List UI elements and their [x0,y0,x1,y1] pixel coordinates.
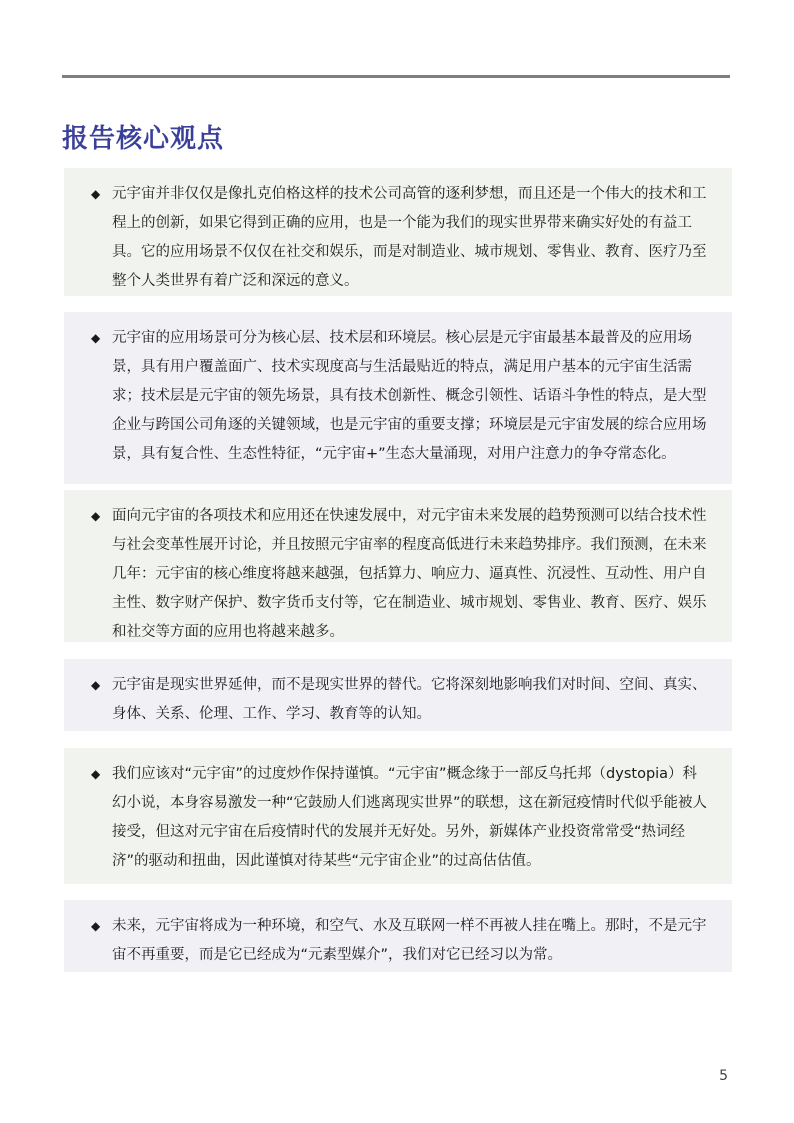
diamond-bullet-icon: ◆ [91,678,101,692]
key-point-3 [64,490,732,642]
key-point-6 [64,900,732,972]
page-title: 报告核心观点 [62,124,225,154]
key-point-text: 我们应该对“元宇宙”的过度炒作保持谨慎。“元宇宙”概念缘于一部反乌托邦（dystopia）科幻小说，本身容易激发一种“它鼓励人们逃离现实世界”的联想，这在新冠疫情时代似乎能被人接受，但这对元宇宙在后疫情时代的发展并无好处。另外，新媒体产业投资常常受“热词经济”的驱动和扭曲，因此谨慎对待某些“元宇宙企业”的过高估估值。 [112,766,708,869]
key-point-text: 未来，元宇宙将成为一种环境，和空气、水及互联网一样不再被人挂在嘴上。那时，不是元宇宙不再重要，而是它已经成为“元素型媒介”，我们对它已经习以为常。 [112,918,707,963]
top-divider [62,75,730,78]
key-point-text: 面向元宇宙的各项技术和应用还在快速发展中，对元宇宙未来发展的趋势预测可以结合技术性与社会变革性展开讨论，并且按照元宇宙率的程度高低进行未来趋势排序。我们预测，在未来几年：元宇宙的核心维度将越来越强，包括算力、响应力、逼真性、沉浸性、互动性、用户自主性、数字财产保护、数字货币支付等，它在制造业、城市规划、零售业、教育、医疗、娱乐和社交等方面的应用也将越来越多。 [112,508,707,640]
key-point-4 [64,659,732,731]
diamond-bullet-icon: ◆ [91,187,101,201]
diamond-bullet-icon: ◆ [91,509,101,523]
key-point-text: 元宇宙是现实世界延伸，而不是现实世界的替代。它将深刻地影响我们对时间、空间、真实、身体、关系、伦理、工作、学习、教育等的认知。 [112,677,707,722]
key-point-1 [64,168,732,296]
diamond-bullet-icon: ◆ [91,331,101,345]
page-number: 5 [719,1068,728,1084]
key-point-text: 元宇宙的应用场景可分为核心层、技术层和环境层。核心层是元宇宙最基本最普及的应用场景，具有用户覆盖面广、技术实现度高与生活最贴近的特点，满足用户基本的元宇宙生活需求；技术层是元宇宙的领先场景，具有技术创新性、概念引领性、话语斗争性的特点，是大型企业与跨国公司角逐的关键领域，也是元宇宙的重要支撑；环境层是元宇宙发展的综合应用场景，具有复合性、生态性特征，“元宇宙+”生态大量涌现，对用户注意力的争夺常态化。 [112,330,707,462]
diamond-bullet-icon: ◆ [91,919,101,933]
diamond-bullet-icon: ◆ [91,767,101,781]
key-point-text: 元宇宙并非仅仅是像扎克伯格这样的技术公司高管的逐利梦想，而且还是一个伟大的技术和工程上的创新，如果它得到正确的应用，也是一个能为我们的现实世界带来确实好处的有益工具。它的应用场景不仅仅在社交和娱乐，而是对制造业、城市规划、零售业、教育、医疗乃至整个人类世界有着广泛和深远的意义。 [112,186,707,289]
key-point-5 [64,748,732,884]
key-point-2 [64,312,732,484]
